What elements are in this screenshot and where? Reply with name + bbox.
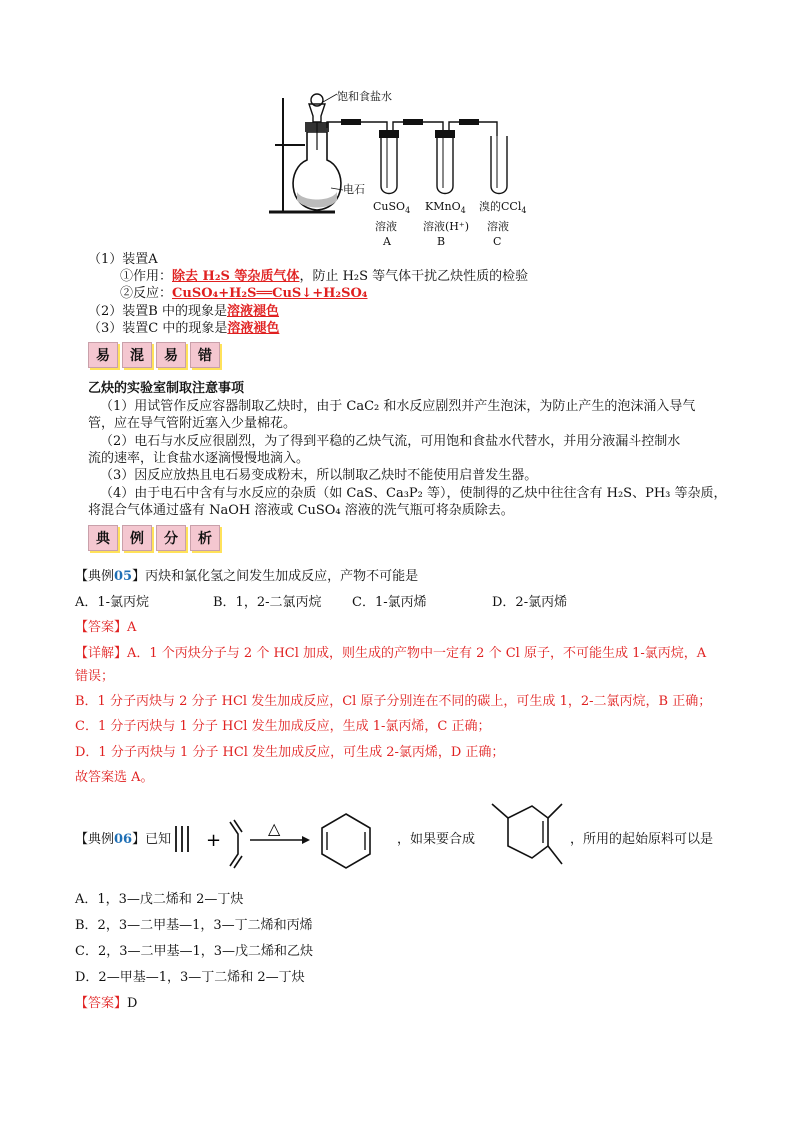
- cyclohexadiene: [322, 814, 370, 868]
- note-1b: 管，应在导气管附近塞入少量棉花。: [88, 416, 297, 431]
- ex05-detail-2: B．1 分子丙炔与 2 分子 HCl 发生加成反应，Cl 原子分别连在不同的碳上，可生成 1，2-二氯丙烷，B 正确；: [75, 694, 712, 709]
- badge-char: 易: [156, 342, 186, 368]
- stone-label: 电石: [343, 183, 365, 196]
- tube-a-reagent: CuSO$_4$: [373, 200, 411, 215]
- note-3: （3）因反应放热且电石易变成粉末，所以制取乙炔时不能使用启普发生器。: [100, 468, 538, 483]
- ex05-conclusion: 故答案选 A。: [75, 770, 154, 785]
- badge-char: 析: [190, 525, 220, 551]
- ex05-option-a: A．1-氯丙烷: [75, 595, 150, 610]
- note-1a: （1）用试管作反应容器制取乙炔时，由于 CaC₂ 和水反应剧烈并产生泡沫，为防止产生的泡沫涌入导气: [100, 399, 696, 414]
- item-2-answer: 溶液褪色: [226, 304, 279, 319]
- item-1b: ②反应：CuSO₄+H₂S══CuS↓+H₂SO₄: [120, 286, 368, 301]
- test-tube-c: [491, 136, 507, 194]
- reaction-scheme: [170, 800, 390, 876]
- ex05-question: 【典例05】丙炔和氯化氢之间发生加成反应，产物不可能是: [75, 569, 419, 584]
- item-1a: ①作用：除去 H₂S 等杂质气体，防止 H₂S 等气体干扰乙炔性质的检验: [120, 269, 529, 284]
- note-2b: 流的速率，让食盐水逐滴慢慢地滴入。: [88, 451, 310, 466]
- badge-char: 典: [88, 525, 118, 551]
- tube-c-reagent: 溴的CCl$_4$: [479, 200, 527, 215]
- butadiene: [230, 822, 238, 866]
- item-1b-answer: CuSO₄+H₂S══CuS↓+H₂SO₄: [172, 286, 368, 301]
- ex05-option-b: B．1，2-二氯丙烷: [213, 595, 322, 610]
- note-2a: （2）电石与水反应很剧烈，为了得到平稳的乙炔气流，可用饱和食盐水代替水，并用分液漏斗控制水: [100, 434, 681, 449]
- ex06-tail-text: ，所用的起始原料可以是: [570, 832, 714, 847]
- badge-char: 混: [122, 342, 152, 368]
- test-tube-a: [379, 130, 399, 194]
- tube-a-letter: A: [383, 235, 391, 248]
- ex06-option-b: B．2，3—二甲基—1，3—丁二烯和丙烯: [75, 918, 313, 933]
- badge-example-analysis: [88, 525, 220, 551]
- heat-symbol: △: [268, 819, 281, 838]
- ex06-intro: 【典例06】已知: [75, 832, 172, 847]
- funnel-label: 饱和食盐水: [337, 90, 392, 103]
- item-1: （1）装置A: [88, 252, 158, 267]
- badge-char: 分: [156, 525, 186, 551]
- tube-b-solution: 溶液(H⁺): [423, 220, 469, 233]
- apparatus-diagram: [265, 90, 545, 250]
- ex05-option-d: D．2-氯丙烯: [492, 595, 568, 610]
- ex05-detail-4: D．1 分子丙炔与 1 分子 HCl 发生加成反应，可生成 2-氯丙烯，D 正确；: [75, 745, 505, 760]
- item-3-answer: 溶液褪色: [227, 321, 280, 336]
- badge-char: 错: [190, 342, 220, 368]
- plus-sign: +: [206, 830, 222, 851]
- note-4a: （4）由于电石中含有与水反应的杂质（如 CaS、Ca₃P₂ 等），使制得的乙炔中往往含有 H₂S、PH₃ 等杂质，: [100, 486, 727, 501]
- item-1a-answer: 除去 H₂S 等杂质气体: [172, 269, 300, 284]
- tube-a-solution: 溶液: [375, 220, 397, 233]
- ex05-option-c: C．1-氯丙烯: [352, 595, 427, 610]
- ex06-mid-text: ，如果要合成: [397, 832, 476, 847]
- tube-c-solution: 溶液: [487, 220, 509, 233]
- target-molecule: [478, 796, 568, 876]
- tube-b-reagent: KMnO$_4$: [425, 200, 466, 215]
- ex06-answer: 【答案】D: [75, 996, 138, 1011]
- item-2: （2）装置B 中的现象是溶液褪色: [88, 304, 279, 319]
- item-3: （3）装置C 中的现象是溶液褪色: [88, 321, 280, 336]
- ex05-detail-3: C．1 分子丙炔与 1 分子 HCl 发生加成反应，生成 1-氯丙烯，C 正确；: [75, 719, 491, 734]
- badge-char: 例: [122, 525, 152, 551]
- test-tube-b: [435, 130, 455, 194]
- badge-char: 易: [88, 342, 118, 368]
- ex05-answer: 【答案】A: [75, 620, 137, 635]
- ex05-detail-1b: 错误；: [75, 669, 115, 684]
- note-4b: 将混合气体通过盛有 NaOH 溶液或 CuSO₄ 溶液的洗气瓶可将杂质除去。: [88, 503, 514, 518]
- tube-c-letter: C: [493, 235, 502, 248]
- notes-title: 乙炔的实验室制取注意事项: [88, 381, 245, 396]
- ex06-option-a: A．1，3—戊二烯和 2—丁炔: [75, 892, 244, 907]
- ex06-option-c: C．2，3—二甲基—1，3—戊二烯和乙炔: [75, 944, 314, 959]
- ex06-option-d: D．2—甲基—1，3—丁二烯和 2—丁炔: [75, 970, 305, 985]
- ex05-detail-1: 【详解】A．1 个丙炔分子与 2 个 HCl 加成，则生成的产物中一定有 2 个 Cl 原子，不可能生成 1-氯丙烷，A: [75, 646, 707, 661]
- tube-b-letter: B: [437, 235, 446, 248]
- badge-easy-mistakes: [88, 342, 220, 368]
